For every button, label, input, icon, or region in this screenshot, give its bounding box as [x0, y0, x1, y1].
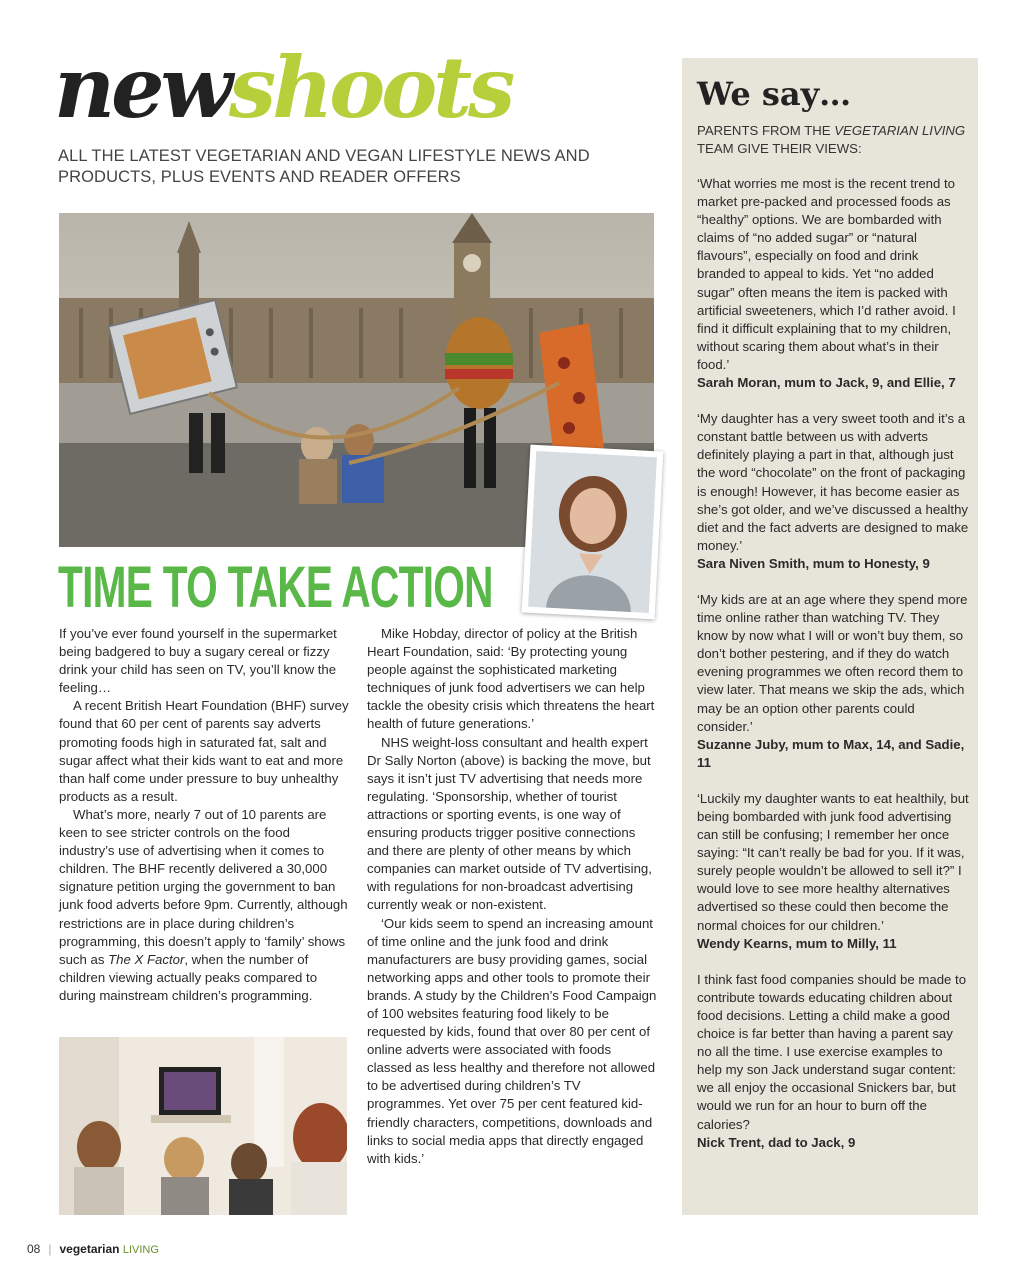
article-column-1 — [59, 625, 349, 1005]
sidebar-intro — [697, 122, 969, 158]
quote-author: Suzanne Juby, mum to Max, 14, and Sadie, 11 — [697, 736, 965, 770]
family-tv-illustration — [59, 1037, 347, 1215]
masthead-new: new — [54, 38, 229, 137]
parent-quote — [697, 591, 969, 772]
article-headline: TIME TO TAKE ACTION — [58, 555, 493, 620]
col2-paragraph-2: NHS weight-loss consultant and health expert Dr Sally Norton (above) is backing the move, but says it isn’t just TV advertising that needs more regulating. ‘Sponsorship, whether of tourist attractions or sporting events, is one way of ensuring products trigger positive connections and there are plenty of other means by which companies can market outside of TV advertising, with regulations for non-broadcast advertising currently weak or non-existent. — [367, 734, 652, 913]
col2-paragraph-3: ‘Our kids seem to spend an increasing amount of time online and the junk food and drink manufacturers are busy providing games, social networking apps and other tools to promote their brands. A study by the Children’s Food Campaign of 100 websites featuring food likely to be requested by kids, found that over 80 per cent of online adverts were associated with foods classed as less healthy and therefore not allowed to be advertised during children’s TV programmes. Yet over 75 per cent featured kid-friendly characters, competitions, downloads and links to social media apps that directly engaged with kids.’ — [367, 915, 657, 1166]
intro-part-c: TEAM GIVE THEIR VIEWS: — [697, 141, 862, 156]
section-tagline: ALL THE LATEST VEGETARIAN AND VEGAN LIFESTYLE NEWS AND PRODUCTS, PLUS EVENTS AND READER OFFERS — [58, 147, 590, 186]
magazine-name: VEGETARIAN LIVING — [834, 123, 966, 138]
quote-text: ‘My daughter has a very sweet tooth and it’s a constant battle between us with adverts definitely playing a part in that, although just the word “chocolate” on the front of packaging is enough! However, it has become easier as she’s got older, and we’ve discussed a healthy diet and the fact adverts are designed to make money.’ — [697, 411, 969, 553]
page-footer — [27, 1242, 159, 1256]
quote-text: ‘My kids are at an age where they spend more time online rather than watching TV. They know by now what I will or won’t buy them, so don’t bother pestering, and if they do watch evening programmes we often record them to view later. That means we skip the ads, which may be an option other parents could consider.’ — [697, 591, 968, 734]
intro-part-a: PARENTS FROM THE — [697, 123, 835, 138]
col1-paragraph-3 — [59, 806, 349, 1005]
we-say-sidebar — [682, 58, 978, 1215]
quote-text: ‘Luckily my daughter wants to eat healthily, but being bombarded with junk food advertising can still be confusing; I remember her once saying: “It can’t really be bad for you. If it was, surely people wouldn’t be allowed to sell it?” I would love to see more healthy alternatives advertised so these could then become the normal choices for our children.’ — [697, 790, 969, 933]
masthead-shoots: shoots — [228, 38, 512, 137]
show-title: The X Factor — [108, 951, 185, 967]
parent-quote — [697, 790, 969, 953]
portrait-illustration — [528, 451, 657, 613]
col1-p3-part-c: , when the number of children viewing actually peaks compared to during mainstream children’s programming. — [59, 951, 318, 1003]
quote-author: Sara Niven Smith, mum to Honesty, 9 — [697, 555, 930, 571]
parent-quote — [697, 971, 969, 1152]
col1-paragraph-2: A recent British Heart Foundation (BHF) survey found that 60 per cent of parents say adverts promoting foods high in saturated fat, salt and sugar affect what their kids want to eat and more than half come under pressure to buy unhealthy products as a result. — [59, 698, 349, 804]
masthead-logo — [54, 38, 614, 138]
magazine-brand: vegetarian — [59, 1242, 120, 1256]
col1-paragraph-1: If you’ve ever found yourself in the supermarket being badgered to buy a sugary cereal or fizzy drink your child has seen on TV, you’ll know the feeling… — [59, 626, 337, 696]
portrait-photo — [522, 445, 664, 620]
col1-p3-part-a: What’s more, nearly 7 out of 10 parents are keen to see stricter controls on the food industry’s use of advertising when it comes to children. The BHF recently delivered a 30,000 signature petition urging the government to ban junk food adverts before 9pm. Currently, although restrictions are in place during children’s programming, this doesn’t apply to ‘family’ shows such as — [59, 806, 348, 967]
quote-text: ‘What worries me most is the recent trend to market pre-packed and processed foods as “healthy” options. We are bombarded with claims of “no added sugar” or “natural flavours”, especially on food and drink branded to appeal to kids. Yet “no added sugar” often means the item is packed with artificial sweeteners, which I’d rather avoid. I find it difficult explaining that to my children, without scaring them about what’s in their food.’ — [697, 176, 956, 372]
col2-paragraph-1: Mike Hobday, director of policy at the British Heart Foundation, said: ‘By protecting young people against the sophisticated marketing techniques of junk food advertisers we can help tackle the obesity crisis which threatens the heart health of future generations.’ — [367, 626, 655, 732]
sidebar-title: We say… — [697, 75, 852, 113]
family-tv-photo — [59, 1037, 347, 1215]
parent-quote — [697, 410, 969, 573]
page-number: 08 — [27, 1242, 41, 1256]
article-column-2 — [367, 625, 657, 1168]
quote-author: Nick Trent, dad to Jack, 9 — [697, 1134, 856, 1150]
parent-quote — [697, 175, 969, 392]
magazine-brand-suffix: LIVING — [122, 1244, 159, 1256]
quote-author: Sarah Moran, mum to Jack, 9, and Ellie, 7 — [697, 375, 956, 391]
quote-author: Wendy Kearns, mum to Milly, 11 — [697, 935, 897, 951]
quote-text: I think fast food companies should be made to contribute towards educating children about food decisions. Letting a child make a good choice is far better than having a parent say no all the time. I use exercise examples to help my son Jack understand sugar content: we all enjoy the occasional Snickers bar, but would we run for an hour to burn off the calories? — [697, 971, 967, 1132]
footer-separator: | — [48, 1242, 52, 1256]
